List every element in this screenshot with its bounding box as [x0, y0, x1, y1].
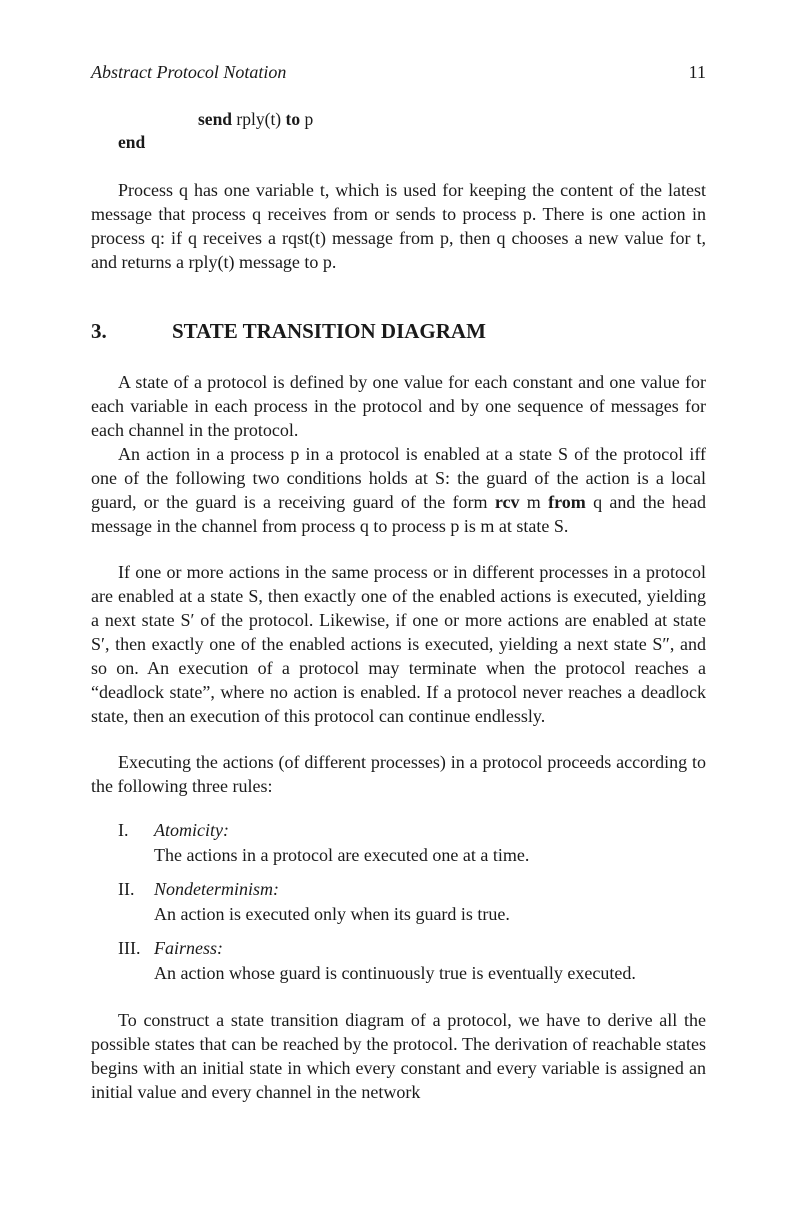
paragraph-rules-intro: Executing the actions (of different processes) in a protocol proceeds according to the following three rules: — [91, 752, 706, 796]
section-heading — [91, 319, 706, 349]
text-segment: m — [519, 492, 549, 512]
keyword-rcv: rcv — [494, 492, 520, 512]
rule-description: An action is executed only when its guard is true. — [154, 904, 510, 924]
rule-title: Nondeterminism: — [154, 879, 279, 899]
paragraph-construct-diagram: To construct a state transition diagram of a protocol, we have to derive all the possible states that can be reached by the protocol. The derivation of reachable states begins with an initial state in which every constant and every variable is assigned an initial value and every channel in the network — [91, 1010, 706, 1102]
rule-number: I. — [118, 820, 129, 840]
rule-description: The actions in a protocol are executed one at a time. — [154, 845, 530, 865]
section-title: STATE TRANSITION DIAGRAM — [172, 319, 486, 343]
text-segment: q and the head message in the channel from process q to process p is m at state S. — [91, 492, 706, 536]
paragraph-execution: If one or more actions in the same process or in different processes in a protocol are enabled at a state S, then exactly one of the enabled actions is executed, yielding a next state S′ of the protocol. Likewise, if one or more actions are enabled at state S′, then exactly one of the enabled actions is executed, yielding a next state S″, and so on. An execution of a protocol may terminate when the protocol reaches a “deadlock state”, where no action is enabled. If a protocol never reaches a deadlock state, then an execution of this protocol can continue endlessly. — [91, 562, 706, 726]
keyword-send: send — [198, 109, 233, 129]
code-line-send — [198, 108, 800, 130]
keyword-to: to — [285, 109, 301, 129]
text-segment: An action in a process p in a protocol is enabled at a state S of the protocol iff one of the following two conditions holds at S: the guard of the action is a local guard, or the guard is a receiving guard of the form — [91, 444, 706, 512]
running-header — [91, 62, 706, 86]
paragraph-state-definition: A state of a protocol is defined by one value for each constant and one value for each variable in each process in the protocol and by one sequence of messages for each channel in the protocol. — [91, 372, 706, 440]
keyword-from: from — [548, 492, 586, 512]
paragraph-enabled-action — [91, 442, 706, 538]
code-text-tail: p — [300, 109, 314, 129]
rule-description: An action whose guard is continuously true is eventually executed. — [154, 963, 636, 983]
header-title: Abstract Protocol Notation — [91, 62, 287, 82]
rule-title: Fairness: — [154, 938, 223, 958]
section-number: 3. — [91, 319, 107, 343]
code-line-end — [118, 131, 733, 153]
rule-title: Atomicity: — [154, 820, 229, 840]
code-text: rply(t) — [232, 109, 286, 129]
paragraph-process-q: Process q has one variable t, which is used for keeping the content of the latest message that process q receives from or sends to process p. There is one action in process q: if q receives a rqst(t) message from p, then q chooses a new value for t, and returns a rply(t) message to p. — [91, 180, 706, 272]
keyword-end: end — [118, 132, 146, 152]
rule-number: III. — [118, 938, 141, 958]
page-number: 11 — [688, 62, 706, 82]
rule-number: II. — [118, 879, 135, 899]
